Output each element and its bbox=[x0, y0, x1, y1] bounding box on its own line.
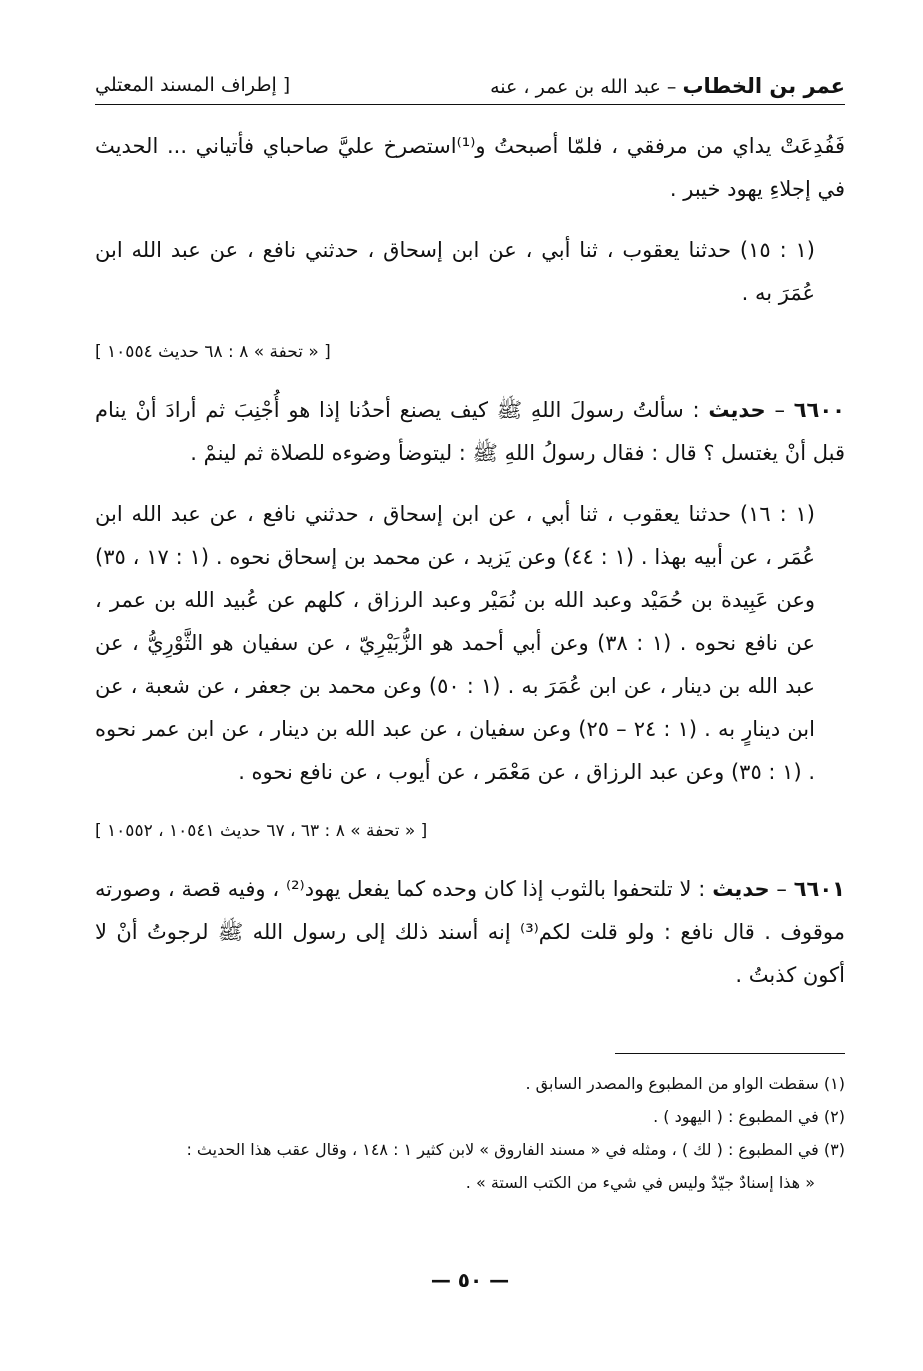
tuhfa-reference-1 bbox=[95, 337, 845, 367]
hadith-6600: ٦٦٠٠ – حديث : سألتُ رسولَ اللهِ ﷺ كيف يصنع أحدُنا إذا هو أُجْنِبَ ثم أرادَ أنْ ينام قبل أنْ يغتسل ؟ قال : فقال رسولُ اللهِ ﷺ : ليتوضأ وضوءه للصلاة ثم لينمْ . bbox=[95, 398, 845, 465]
tuhfa-reference-1-text: [ « تحفة » ٨ : ٦٨ حديث ١٠٥٥٤ ] bbox=[95, 342, 331, 362]
footnotes bbox=[95, 1067, 845, 1199]
paragraph-continuation: فَفُدِعَتْ يداي من مرفقي ، فلمّا أصبحتُ و⁽¹⁾استصرخ عليَّ صاحباي فأتياني ... الحديث في إجلاءِ يهود خيبر . bbox=[95, 134, 845, 201]
chapter-heading bbox=[490, 74, 845, 98]
hadith-6601: ٦٦٠١ – حديث : لا تلتحفوا بالثوب إذا كان وحده كما يفعل يهود⁽²⁾ ، وفيه قصة ، وصورته موقوف . قال نافع : ولو قلت لكم⁽³⁾ إنه أسند ذلك إلى رسول الله ﷺ لرجوتُ أنْ لا أكون كذبتُ . bbox=[95, 877, 845, 987]
footnote-2: (٢) في المطبوع : ( اليهود ) . bbox=[653, 1107, 845, 1126]
hadith-6600-text: : سألتُ رسولَ اللهِ ﷺ كيف يصنع أحدُنا إذا هو أُجْنِبَ ثم أرادَ أنْ ينام قبل أنْ يغتسل ؟ قال : فقال رسولُ اللهِ ﷺ : ليتوضأ وضوءه للصلاة ثم لينمْ . bbox=[95, 398, 845, 465]
document-page bbox=[95, 60, 845, 1360]
tuhfa-reference-2-text: [ « تحفة » ٨ : ٦٣ ، ٦٧ حديث ١٠٥٤١ ، ١٠٥٥٢ ] bbox=[95, 821, 428, 841]
hadith-6600-keyword: حديث bbox=[708, 398, 766, 422]
tuhfa-reference-2 bbox=[95, 816, 845, 846]
footnote-1: (١) سقطت الواو من المطبوع والمصدر السابق . bbox=[525, 1074, 845, 1093]
hadith-6600-number: ٦٦٠٠ bbox=[793, 398, 845, 422]
chapter-title-bold: عمر بن الخطاب bbox=[682, 74, 845, 98]
hadith-6601-number: ٦٦٠١ bbox=[793, 877, 845, 901]
chapter-title-rest: – عبد الله بن عمر ، عنه bbox=[490, 76, 683, 98]
isnad-paragraph-2: (١ : ١٦) حدثنا يعقوب ، ثنا أبي ، عن ابن إسحاق ، حدثني نافع ، عن عبد الله ابن عُمَر ، عن أبيه بهذا . (١ : ٤٤) وعن يَزيد ، عن محمد بن إسحاق نحوه . (١ : ١٧ ، ٣٥) وعن عَبِيدة بن حُمَيْد وعبد الله بن نُمَيْر وعبد الرزاق ، كلهم عن عُبيد الله بن عمر ، عن نافع نحوه . (١ : ٣٨) وعن أبي أحمد هو الزُّبَيْرِيّ ، عن سفيان هو الثَّوْرِيُّ ، عن عبد الله بن دينار ، عن ابن عُمَرَ به . (١ : ٥٠) وعن محمد بن جعفر ، عن شعبة ، عن ابن دينارٍ به . (١ : ٢٤ – ٢٥) وعن سفيان ، عن عبد الله بن دينار ، عن ابن عمر نحوه . (١ : ٣٥) وعن عبد الرزاق ، عن مَعْمَر ، عن أيوب ، عن نافع نحوه . bbox=[95, 502, 815, 784]
footnote-3: (٣) في المطبوع : ( لك ) ، ومثله في « مسند الفاروق » لابن كثير ١ : ١٤٨ ، وقال عقب هذا الحديث : bbox=[186, 1140, 845, 1159]
book-title: [ إطراف المسند المعتلي bbox=[95, 74, 291, 96]
footnote-3-continuation: « هذا إسنادٌ جيّدٌ وليس في شيء من الكتب الستة » . bbox=[465, 1173, 815, 1192]
hadith-6601-keyword: حديث bbox=[712, 877, 770, 901]
running-header bbox=[95, 60, 845, 105]
hadith-6601-text: : لا تلتحفوا بالثوب إذا كان وحده كما يفعل يهود⁽²⁾ ، وفيه قصة ، وصورته موقوف . قال نافع : ولو قلت لكم⁽³⁾ إنه أسند ذلك إلى رسول الله ﷺ لرجوتُ أنْ لا أكون كذبتُ . bbox=[95, 877, 845, 987]
isnad-paragraph-1: (١ : ١٥) حدثنا يعقوب ، ثنا أبي ، عن ابن إسحاق ، حدثني نافع ، عن عبد الله ابن عُمَرَ به . bbox=[95, 238, 815, 305]
page-number: — ٥٠ — bbox=[430, 1268, 510, 1292]
footnote-divider bbox=[615, 1053, 845, 1054]
